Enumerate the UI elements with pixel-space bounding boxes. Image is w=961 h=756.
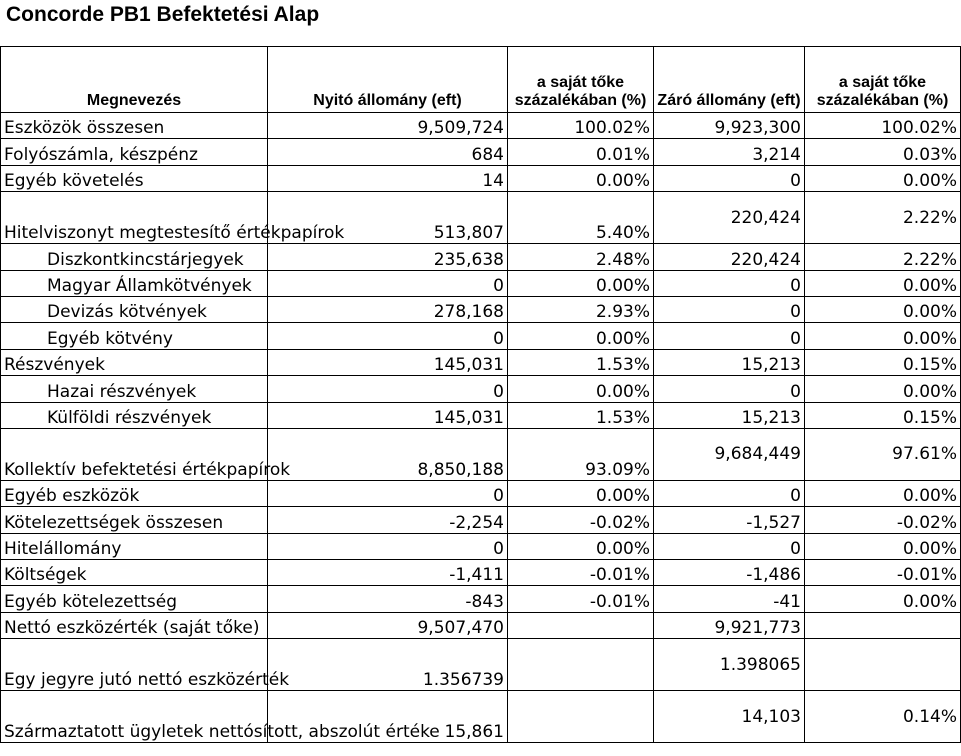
row-close: 220,424 (654, 244, 805, 270)
row-name: Folyószámla, készpénz (1, 139, 268, 165)
row-name: Hazai részvények (1, 376, 268, 402)
row-close-pct: 0.00% (805, 480, 961, 506)
row-close-pct: 0.15% (805, 349, 961, 375)
row-open-pct: 0.00% (508, 323, 654, 349)
row-open-pct: 0.00% (508, 165, 654, 191)
row-open: -1,411 (268, 560, 508, 586)
row-open-pct: -0.01% (508, 586, 654, 612)
row-close-pct: 0.00% (805, 270, 961, 296)
row-open-pct (508, 691, 654, 743)
row-open-pct: -0.01% (508, 560, 654, 586)
row-name: Magyar Államkötvények (1, 270, 268, 296)
row-name: Nettó eszközérték (saját tőke) (1, 612, 268, 638)
row-open-pct: 0.01% (508, 139, 654, 165)
row-open-pct: 93.09% (508, 428, 654, 480)
header-open: Nyitó állomány (eft) (268, 47, 508, 113)
row-open-pct: 0.00% (508, 376, 654, 402)
row-open: 9,509,724 (268, 113, 508, 139)
row-close: 0 (654, 165, 805, 191)
row-open-pct: 0.00% (508, 533, 654, 559)
table-row (1, 560, 961, 586)
row-close: 15,213 (654, 349, 805, 375)
page-title: Concorde PB1 Befektetési Alap (6, 3, 320, 26)
header-row (1, 47, 961, 113)
row-close-pct: -0.02% (805, 507, 961, 533)
row-open: 513,807 (268, 192, 508, 244)
table-row (1, 428, 961, 480)
row-open: 8,850,188 (268, 428, 508, 480)
row-name: Hitelállomány (1, 533, 268, 559)
row-close: 9,921,773 (654, 612, 805, 638)
row-name: Diszkontkincstárjegyek (1, 244, 268, 270)
row-close-pct: 0.00% (805, 323, 961, 349)
row-close-pct: 0.00% (805, 165, 961, 191)
row-open-pct: 0.00% (508, 480, 654, 506)
row-close: 3,214 (654, 139, 805, 165)
table-row (1, 270, 961, 296)
row-close-pct: 0.00% (805, 586, 961, 612)
table-row (1, 691, 961, 743)
table-row (1, 165, 961, 191)
row-name: Egyéb eszközök (1, 480, 268, 506)
row-open-pct: 0.00% (508, 270, 654, 296)
row-open-pct: 5.40% (508, 192, 654, 244)
row-close-pct: 2.22% (805, 244, 961, 270)
row-close: 0 (654, 323, 805, 349)
row-open: -2,254 (268, 507, 508, 533)
header-close: Záró állomány (eft) (654, 47, 805, 113)
row-name: Egyéb követelés (1, 165, 268, 191)
table-row (1, 296, 961, 322)
table-row (1, 639, 961, 691)
row-close: 9,684,449 (654, 428, 805, 480)
header-name: Megnevezés (1, 47, 268, 113)
row-open: 278,168 (268, 296, 508, 322)
row-close-pct: 100.02% (805, 113, 961, 139)
row-close: 220,424 (654, 192, 805, 244)
row-name: Külföldi részvények (1, 402, 268, 428)
row-close-pct (805, 639, 961, 691)
table-row (1, 139, 961, 165)
row-close-pct: 0.00% (805, 296, 961, 322)
portfolio-table (0, 46, 961, 743)
row-open: 14 (268, 165, 508, 191)
table-row (1, 612, 961, 638)
row-open-pct: 1.53% (508, 349, 654, 375)
row-open: 0 (268, 480, 508, 506)
table-row (1, 192, 961, 244)
row-open-pct: 100.02% (508, 113, 654, 139)
row-name: Egyéb kötvény (1, 323, 268, 349)
table-row (1, 507, 961, 533)
row-close: -41 (654, 586, 805, 612)
row-close-pct: -0.01% (805, 560, 961, 586)
row-open: 0 (268, 533, 508, 559)
row-close-pct: 0.00% (805, 376, 961, 402)
row-open-pct: 2.93% (508, 296, 654, 322)
row-name: Egy jegyre jutó nettó eszközérték (1, 639, 268, 691)
row-open: 145,031 (268, 402, 508, 428)
row-name: Devizás kötvények (1, 296, 268, 322)
table-row (1, 586, 961, 612)
row-name: Kollektív befektetési értékpapírok (1, 428, 268, 480)
table-row (1, 349, 961, 375)
row-close: -1,486 (654, 560, 805, 586)
row-close: 14,103 (654, 691, 805, 743)
row-name: Hitelviszonyt megtestesítő értékpapírok (1, 192, 268, 244)
row-open: 9,507,470 (268, 612, 508, 638)
row-name: Eszközök összesen (1, 113, 268, 139)
row-close-pct: 2.22% (805, 192, 961, 244)
table-row (1, 376, 961, 402)
header-open-pct: a saját tőke százalékában (%) (508, 47, 654, 113)
row-close: -1,527 (654, 507, 805, 533)
row-name: Kötelezettségek összesen (1, 507, 268, 533)
row-close-pct: 0.00% (805, 533, 961, 559)
row-open-pct: 2.48% (508, 244, 654, 270)
row-close-pct (805, 612, 961, 638)
row-open: -843 (268, 586, 508, 612)
table-row (1, 323, 961, 349)
row-open: 0 (268, 270, 508, 296)
table-row (1, 113, 961, 139)
row-close: 0 (654, 376, 805, 402)
header-close-pct: a saját tőke százalékában (%) (805, 47, 961, 113)
table-row (1, 402, 961, 428)
row-open: 15,861 (268, 691, 508, 743)
row-name: Származtatott ügyletek nettósított, abszolút értéke (1, 691, 268, 743)
row-close-pct: 0.14% (805, 691, 961, 743)
row-close: 0 (654, 296, 805, 322)
row-close-pct: 97.61% (805, 428, 961, 480)
row-close: 0 (654, 480, 805, 506)
row-name: Részvények (1, 349, 268, 375)
row-open-pct (508, 612, 654, 638)
row-open: 145,031 (268, 349, 508, 375)
row-open: 1.356739 (268, 639, 508, 691)
row-close: 0 (654, 533, 805, 559)
row-close-pct: 0.15% (805, 402, 961, 428)
row-open-pct: -0.02% (508, 507, 654, 533)
row-name: Egyéb kötelezettség (1, 586, 268, 612)
table-row (1, 244, 961, 270)
row-close: 0 (654, 270, 805, 296)
row-open-pct (508, 639, 654, 691)
row-name: Költségek (1, 560, 268, 586)
row-open: 0 (268, 323, 508, 349)
row-open: 235,638 (268, 244, 508, 270)
row-close: 15,213 (654, 402, 805, 428)
row-open: 684 (268, 139, 508, 165)
table-row (1, 533, 961, 559)
row-open-pct: 1.53% (508, 402, 654, 428)
row-close-pct: 0.03% (805, 139, 961, 165)
row-close: 9,923,300 (654, 113, 805, 139)
row-open: 0 (268, 376, 508, 402)
row-close: 1.398065 (654, 639, 805, 691)
table-row (1, 480, 961, 506)
